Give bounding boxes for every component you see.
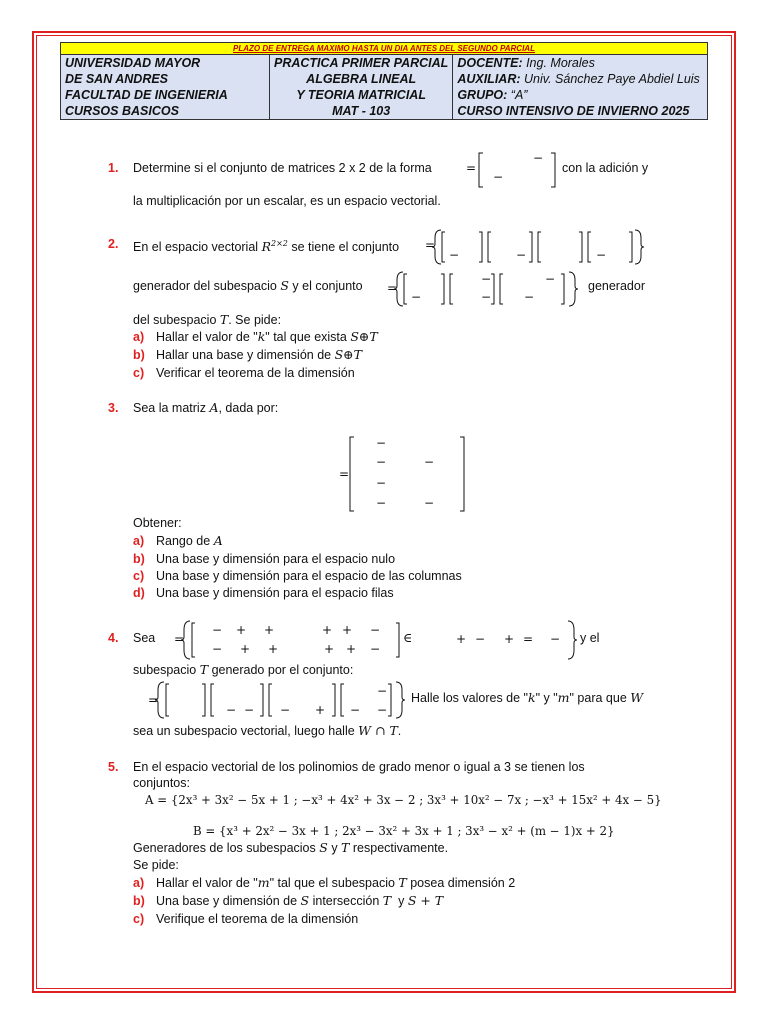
plus-sign: +	[236, 623, 247, 637]
problem-5-item-b-label: b)	[133, 894, 145, 908]
matrix-a-symbol: A	[213, 533, 223, 548]
vector-space-exponent: 2×2	[270, 239, 288, 248]
subspace-s-symbol: S	[319, 840, 328, 855]
problem-1-text-a: Determine si el conjunto de matrices 2 x 2 de la forma	[133, 161, 432, 175]
minus-sign: −	[377, 703, 388, 717]
minus-sign: −	[226, 703, 237, 717]
minus-sign: −	[280, 703, 291, 717]
minus-sign: −	[596, 248, 607, 262]
problem-2-line1	[133, 236, 399, 255]
minus-sign: −	[411, 290, 422, 304]
minus-sign: −	[377, 684, 388, 698]
problem-3-item-c-label: c)	[133, 569, 145, 583]
equals-sign: =	[174, 632, 185, 646]
equals-sign: =	[425, 238, 436, 252]
problem-2-text-e: generador	[588, 279, 645, 293]
problem-4-number: 4.	[108, 631, 119, 645]
course-type-line: CURSOS BASICOS	[65, 104, 179, 118]
minus-sign: −	[350, 703, 361, 717]
problem-4-text-e: " para que	[569, 691, 627, 705]
vector-space-symbol: R	[261, 239, 271, 255]
problem-2-line3	[133, 312, 281, 328]
problem-5-line-gen	[133, 840, 448, 856]
university-line-1: UNIVERSIDAD MAYOR	[65, 56, 201, 70]
item-tail: " tal que el subespacio	[269, 876, 395, 890]
deadline-banner: PLAZO DE ENTREGA MAXIMO HASTA UN DIA ANTES DEL SEGUNDO PARCIAL	[61, 43, 708, 55]
set-b-polynomials: B = {x³ + 2x² − 3x + 1 ; 2x³ − 3x² + 3x + 1 ; 3x³ − x² + (m − 1)x + 2}	[193, 824, 615, 838]
conj-y: y	[331, 841, 338, 855]
item-text: Rango de	[156, 534, 211, 548]
var-m: m	[557, 690, 570, 705]
problem-2-item-c-label: c)	[133, 366, 145, 380]
problem-4-line4	[133, 723, 401, 739]
practice-title: PRACTICA PRIMER PARCIAL	[274, 56, 449, 70]
minus-sign: −	[550, 632, 561, 646]
direct-sum-expr: S⊕T	[350, 329, 378, 344]
subspace-w-symbol: W	[630, 690, 644, 705]
problem-2-text-a: En el espacio vectorial	[133, 240, 259, 255]
problem-5-item-b	[156, 893, 443, 909]
teacher-name: Ing. Morales	[526, 56, 595, 70]
equals-sign: =	[466, 161, 477, 175]
generator-set-s	[433, 229, 643, 265]
subject-line-1: ALGEBRA LINEAL	[306, 72, 417, 86]
minus-sign: −	[212, 642, 223, 656]
item-text: Hallar el valor de "	[156, 330, 258, 344]
plus-sign: +	[504, 632, 515, 646]
minus-sign: −	[545, 272, 556, 286]
subspace-t-symbol: T	[219, 312, 229, 327]
problem-2-text-d: y el conjunto	[292, 279, 363, 293]
var-m: m	[257, 875, 270, 890]
problem-2-item-a	[156, 329, 378, 345]
problem-2-text-b: se tiene el conjunto	[291, 240, 400, 255]
plus-sign: +	[342, 623, 353, 637]
problem-3-item-d-label: d)	[133, 586, 145, 600]
problem-3-item-b: Una base y dimensión para el espacio nulo	[156, 552, 396, 566]
problem-5-text-a: En el espacio vectorial de los polinomios de grado menor o igual a 3 se tienen los	[133, 760, 585, 774]
subject-line-2: Y TEORIA MATRICIAL	[296, 88, 426, 102]
group-label: GRUPO:	[457, 88, 508, 102]
problem-3-text-a: Sea la matriz	[133, 401, 206, 415]
minus-sign: −	[376, 455, 387, 469]
subspace-t-symbol: T	[199, 662, 209, 677]
plus-sign: +	[264, 623, 275, 637]
plus-sign: +	[346, 642, 357, 656]
course-code: MAT - 103	[332, 104, 391, 118]
problem-4-yel: y el	[580, 631, 600, 645]
problem-4-text-g: .	[397, 724, 402, 738]
problem-2-text-c: generador del subespacio	[133, 279, 277, 293]
problem-3-item-a	[156, 533, 223, 549]
subspace-t-symbol: T	[398, 875, 407, 890]
minus-sign: −	[370, 642, 381, 656]
equals-sign: =	[339, 467, 350, 481]
minus-sign: −	[524, 290, 535, 304]
minus-sign: −	[424, 496, 435, 510]
set-w-close-brace	[566, 620, 578, 660]
problem-3-obtain: Obtener:	[133, 516, 182, 530]
item-tail-2: posea dimensión 2	[410, 876, 516, 890]
minus-sign: −	[493, 170, 504, 184]
problem-2-item-c: Verificar el teorema de la dimensión	[156, 366, 355, 380]
equals-sign: =	[148, 693, 159, 707]
minus-sign: −	[376, 476, 387, 490]
problem-3-number: 3.	[108, 401, 119, 415]
plus-sign: +	[456, 632, 467, 646]
problem-4-text-c: Halle los valores de "	[411, 691, 528, 705]
minus-sign: −	[481, 272, 492, 286]
matrix-bracket-p1	[477, 152, 557, 188]
minus-sign: −	[376, 436, 387, 450]
minus-sign: −	[533, 151, 544, 165]
plus-sign: +	[240, 642, 251, 656]
university-line-2: DE SAN ANDRES	[65, 72, 169, 86]
minus-sign: −	[370, 623, 381, 637]
element-of-symbol: ∈	[403, 630, 413, 645]
problem-2-item-a-label: a)	[133, 330, 145, 344]
problem-5-text-d: respectivamente.	[352, 841, 449, 855]
course-session: CURSO INTENSIVO DE INVIERNO 2025	[457, 104, 690, 118]
subspace-t-symbol: T	[382, 893, 392, 908]
problem-4-line2	[133, 662, 353, 678]
problem-4-line3	[411, 690, 643, 706]
problem-3-line1	[133, 400, 278, 416]
problem-1-text-c: la multiplicación por un escalar, es un espacio vectorial.	[133, 194, 441, 208]
minus-sign: −	[475, 632, 486, 646]
problem-4-text-b: generado por el conjunto:	[211, 663, 354, 677]
problem-4-text-f: sea un subespacio vectorial, luego halle	[133, 724, 355, 738]
subspace-s-symbol: S	[280, 278, 289, 293]
problem-5-text-b: conjuntos:	[133, 776, 190, 790]
problem-2-line2	[133, 278, 363, 294]
problem-2-text-f: del subespacio	[133, 313, 217, 327]
minus-sign: −	[212, 623, 223, 637]
problem-4-sea: Sea	[133, 631, 156, 645]
equals-sign: =	[523, 632, 534, 646]
problem-3-text-b: , dada por:	[218, 401, 279, 415]
problem-4-text-a: subespacio	[133, 663, 197, 677]
item-text: Hallar el valor de "	[156, 876, 258, 890]
minus-sign: −	[449, 248, 460, 262]
problem-5-number: 5.	[108, 760, 119, 774]
item-tail: " tal que exista	[265, 330, 347, 344]
problem-5-item-c: Verifique el teorema de la dimensión	[156, 912, 359, 926]
problem-5-item-a	[156, 875, 515, 891]
matrix-a-symbol: A	[209, 400, 219, 415]
problem-2-number: 2.	[108, 237, 119, 251]
problem-2-text-g: . Se pide:	[228, 313, 282, 327]
problem-2-item-b	[156, 347, 362, 363]
equals-sign: =	[387, 281, 398, 295]
problem-5-se-pide: Se pide:	[133, 858, 179, 872]
plus-sign: +	[322, 623, 333, 637]
item-text: Una base y dimensión de	[156, 894, 298, 908]
sum-expr: S + T	[407, 893, 444, 908]
minus-sign: −	[424, 455, 435, 469]
problem-3-item-a-label: a)	[133, 534, 145, 548]
teacher-label: DOCENTE:	[457, 56, 523, 70]
minus-sign: −	[376, 496, 387, 510]
problem-4-text-d: " y "	[535, 691, 558, 705]
item-tail-2: y	[398, 894, 405, 908]
assistant-name: Univ. Sánchez Paye Abdiel Luis	[524, 72, 700, 86]
problem-1-number: 1.	[108, 161, 119, 175]
problem-5-text-c: Generadores de los subespacios	[133, 841, 316, 855]
subspace-s-symbol: S	[300, 893, 310, 908]
problem-5-item-c-label: c)	[133, 912, 145, 926]
plus-sign: +	[324, 642, 335, 656]
var-k: k	[528, 690, 536, 705]
minus-sign: −	[516, 248, 527, 262]
item-text: Hallar una base y dimensión de	[156, 348, 332, 362]
problem-3-item-c: Una base y dimensión para el espacio de las columnas	[156, 569, 462, 583]
direct-sum-expr: S⊕T	[334, 347, 362, 362]
faculty-line: FACULTAD DE INGENIERIA	[65, 88, 228, 102]
subspace-t-symbol: T	[341, 840, 350, 855]
problem-3-item-d: Una base y dimensión para el espacio filas	[156, 586, 394, 600]
plus-sign: +	[315, 703, 326, 717]
problem-5-item-a-label: a)	[133, 876, 145, 890]
problem-2-item-b-label: b)	[133, 348, 145, 362]
problem-1-text-b: con la adición y	[562, 161, 649, 175]
minus-sign: −	[244, 703, 255, 717]
item-tail: intersección	[312, 894, 380, 908]
assistant-label: AUXILIAR:	[457, 72, 521, 86]
minus-sign: −	[481, 290, 492, 304]
group-value: “A”	[510, 88, 528, 102]
var-k: k	[257, 329, 266, 344]
matrix-a-bracket	[348, 436, 466, 512]
set-a-polynomials: A = {2x³ + 3x² − 5x + 1 ; −x³ + 4x² + 3x − 2 ; 3x³ + 10x² − 7x ; −x³ + 15x² + 4x − 5}	[145, 793, 662, 807]
intersection-expr: W ∩ T	[358, 723, 398, 738]
problem-3-item-b-label: b)	[133, 552, 145, 566]
plus-sign: +	[268, 642, 279, 656]
